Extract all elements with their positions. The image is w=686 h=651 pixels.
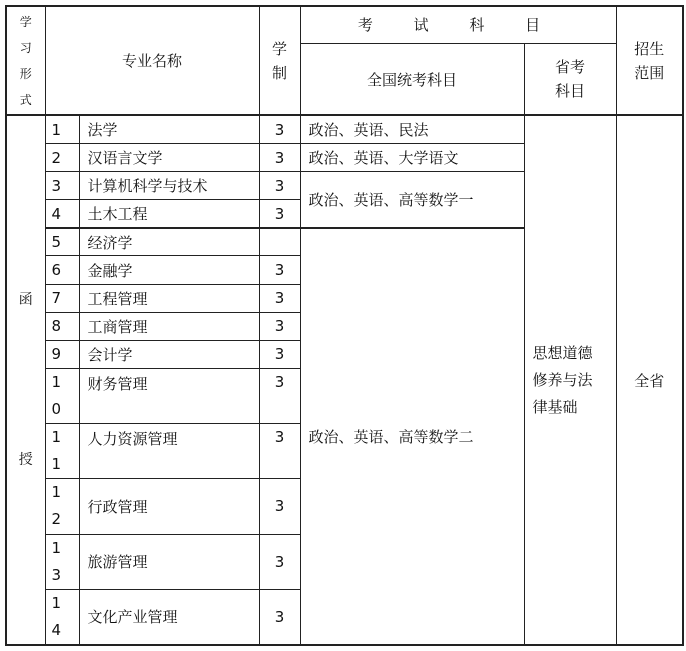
row-number-digit: 1: [51, 538, 62, 557]
row-number-digit: 3: [51, 565, 62, 584]
national-subjects-group-1: 政治、英语、民法: [300, 115, 524, 143]
row-major: 汉语言文学: [79, 144, 259, 172]
row-duration: 3: [259, 312, 300, 340]
provincial-line: 律基础: [532, 397, 578, 416]
header-scope-line: 招生: [634, 39, 665, 58]
row-number-digit: 0: [51, 400, 62, 418]
row-duration: [259, 228, 300, 256]
row-number: [45, 368, 79, 423]
row-duration: 3: [259, 479, 300, 534]
provincial-subjects-cell: [524, 115, 616, 645]
study-mode-char: 函: [18, 292, 33, 309]
row-number: 3: [45, 172, 79, 200]
header-duration-char: 制: [272, 63, 288, 82]
row-number: 4: [45, 200, 79, 228]
header-exam-subjects-text: 考 试 科 目: [357, 16, 559, 35]
header-provincial-line: 科目: [555, 82, 586, 101]
row-duration: 3: [259, 172, 300, 200]
row-number-digit: 1: [51, 428, 62, 447]
header-study-mode-char: 习: [19, 40, 32, 55]
row-duration: 3: [259, 424, 300, 479]
header-study-mode-char: 学: [19, 14, 32, 29]
study-mode-char: 授: [18, 452, 33, 469]
row-duration: 3: [259, 589, 300, 645]
row-number: [45, 479, 79, 534]
row-duration: 3: [259, 284, 300, 312]
row-number: [45, 589, 79, 645]
header-major-name-text: 专业名称: [122, 52, 183, 71]
row-duration: 3: [259, 340, 300, 368]
row-number-digit: 1: [51, 455, 62, 474]
study-mode-cell: [6, 115, 45, 645]
header-study-mode-char: 形: [19, 66, 32, 81]
row-number-digit: 1: [51, 593, 62, 612]
row-number: 9: [45, 340, 79, 368]
study-mode-gap: [7, 310, 45, 450]
row-number: [45, 424, 79, 479]
row-major: 会计学: [79, 340, 259, 368]
row-major: 土木工程: [79, 200, 259, 228]
row-duration: 3: [259, 368, 300, 423]
row-number-digit: 1: [51, 483, 62, 502]
row-number-digit: 1: [51, 373, 62, 391]
header-study-mode: [6, 6, 45, 115]
row-number: 6: [45, 256, 79, 284]
header-provincial-subjects: [524, 43, 616, 115]
row-duration: 3: [259, 256, 300, 284]
enrollment-table: [5, 5, 684, 646]
header-enrollment-scope: [616, 6, 683, 115]
row-major: 文化产业管理: [79, 589, 259, 645]
national-subjects-group-2: 政治、英语、大学语文: [300, 144, 524, 172]
national-subjects-group-4: 政治、英语、高等数学二: [300, 228, 524, 645]
row-major: 旅游管理: [79, 534, 259, 589]
row-major: 法学: [79, 115, 259, 143]
row-duration: 3: [259, 534, 300, 589]
row-major: 财务管理: [79, 368, 259, 423]
header-national-subjects: [300, 43, 524, 115]
row-number-digit: 4: [51, 620, 62, 639]
row-number: 1: [45, 115, 79, 143]
row-major: 工商管理: [79, 312, 259, 340]
header-duration-char: 学: [272, 39, 288, 58]
header-duration: [259, 6, 300, 115]
provincial-line: 思想道德: [532, 343, 593, 362]
row-number-digit: 2: [51, 510, 62, 529]
row-number: [45, 534, 79, 589]
enrollment-scope-cell: 全省: [616, 115, 683, 645]
row-number: 5: [45, 228, 79, 256]
row-duration: 3: [259, 115, 300, 143]
row-number: 7: [45, 284, 79, 312]
row-major: 人力资源管理: [79, 424, 259, 479]
header-scope-line: 范围: [634, 63, 665, 82]
national-subjects-group-3: 政治、英语、高等数学一: [300, 172, 524, 228]
header-study-mode-char: 式: [19, 92, 32, 107]
row-number: 8: [45, 312, 79, 340]
row-number: 2: [45, 144, 79, 172]
row-major: 经济学: [79, 228, 259, 256]
header-national-subjects-text: 全国统考科目: [367, 70, 458, 89]
row-duration: 3: [259, 144, 300, 172]
row-major: 工程管理: [79, 284, 259, 312]
row-major: 金融学: [79, 256, 259, 284]
row-duration: 3: [259, 200, 300, 228]
row-major: 行政管理: [79, 479, 259, 534]
provincial-line: 修养与法: [532, 370, 593, 389]
header-major-name: [45, 6, 259, 115]
header-exam-subjects: [300, 6, 616, 43]
header-provincial-line: 省考: [555, 58, 586, 77]
row-major: 计算机科学与技术: [79, 172, 259, 200]
